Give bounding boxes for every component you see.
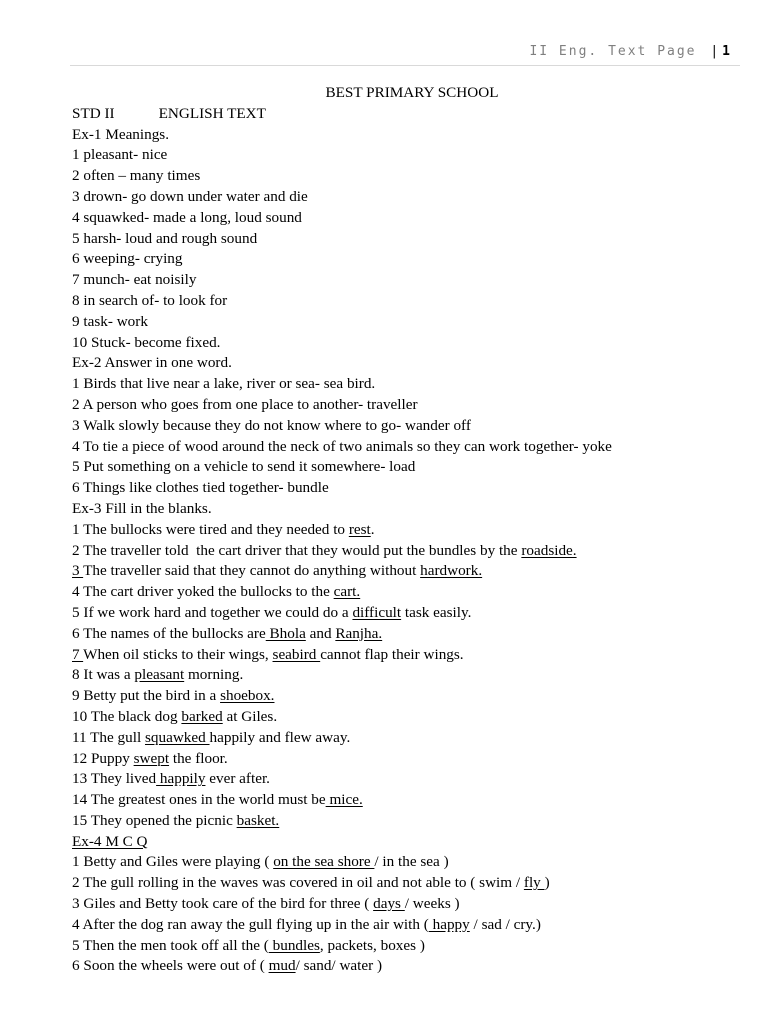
- text-run: 9 task- work: [72, 312, 148, 330]
- underlined-answer: squawked: [144, 728, 210, 746]
- subject-label: ENGLISH TEXT: [158, 104, 266, 122]
- text-run: 2 A person who goes from one place to another- traveller: [72, 395, 418, 413]
- text-line: [72, 395, 752, 416]
- underlined-answer: cart.: [333, 583, 361, 601]
- text-line: [72, 416, 752, 437]
- underlined-answer: roadside.: [521, 541, 577, 559]
- text-line: [72, 561, 752, 582]
- underlined-answer: bundles: [268, 936, 320, 954]
- text-run: happily and flew away.: [209, 728, 351, 746]
- underlined-answer: pleasant: [134, 666, 185, 684]
- exercise-lines: [72, 125, 752, 978]
- text-run: 7 munch- eat noisily: [72, 271, 197, 289]
- text-line: [72, 541, 752, 562]
- underlined-answer: Ex-4 M C Q: [72, 832, 148, 850]
- text-line: [72, 208, 752, 229]
- text-line: [72, 915, 752, 936]
- text-run: 15 They opened the picnic: [72, 811, 237, 829]
- page-number: 1: [722, 44, 732, 59]
- text-run: / sad / cry.): [469, 915, 541, 933]
- text-line: [72, 270, 752, 291]
- text-run: 5 Then the men took off all the (: [72, 936, 269, 954]
- text-run: Ex-2 Answer in one word.: [72, 354, 232, 372]
- text-run: cannot flap their wings.: [320, 645, 464, 663]
- underlined-answer: hardwork.: [420, 562, 483, 580]
- text-line: [72, 457, 752, 478]
- underlined-answer: happily: [156, 770, 206, 788]
- text-run: Ex-1 Meanings.: [72, 125, 170, 143]
- text-run: ever after.: [205, 770, 270, 788]
- text-run: 3 Walk slowly because they do not know where to go- wander off: [72, 416, 471, 434]
- text-run: 3 Giles and Betty took care of the bird for three (: [72, 895, 374, 913]
- text-line: [72, 374, 752, 395]
- text-line: [72, 437, 752, 458]
- text-line: [72, 790, 752, 811]
- text-run: Ex-3 Fill in the blanks.: [72, 499, 212, 517]
- text-run: 3 drown- go down under water and die: [72, 187, 308, 205]
- text-run: 2 The gull rolling in the waves was covered in oil and not able to ( swim /: [72, 874, 524, 892]
- text-line: [72, 603, 752, 624]
- text-run: .: [370, 520, 375, 538]
- text-run: 13 They lived: [72, 770, 157, 788]
- text-run: and: [305, 624, 336, 642]
- text-run: at Giles.: [222, 707, 278, 725]
- text-line: [72, 353, 752, 374]
- underlined-answer: rest: [348, 520, 371, 538]
- text-line: [72, 333, 752, 354]
- text-line: [72, 707, 752, 728]
- text-line: [72, 249, 752, 270]
- text-run: / sand/ water ): [295, 957, 383, 975]
- text-run: ): [544, 874, 550, 892]
- text-run: , packets, boxes ): [319, 936, 425, 954]
- text-run: 2 often – many times: [72, 167, 201, 185]
- text-run: When oil sticks to their wings,: [83, 645, 273, 663]
- text-line: [72, 145, 752, 166]
- text-line: [72, 582, 752, 603]
- text-run: 6 weeping- crying: [72, 250, 183, 268]
- text-line: [72, 229, 752, 250]
- text-line: [72, 811, 752, 832]
- text-run: 11 The gull: [72, 728, 145, 746]
- underlined-answer: Ranjha.: [335, 624, 383, 642]
- class-subject-line: [72, 104, 752, 125]
- text-run: 8 in search of- to look for: [72, 291, 228, 309]
- text-line: [72, 852, 752, 873]
- text-run: 4 The cart driver yoked the bullocks to the: [72, 583, 334, 601]
- text-run: 1 Betty and Giles were playing (: [72, 853, 274, 871]
- text-line: [72, 894, 752, 915]
- text-line: [72, 499, 752, 520]
- text-run: 4 After the dog ran away the gull flying up in the air with (: [72, 915, 429, 933]
- text-run: 5 harsh- loud and rough sound: [72, 229, 258, 247]
- underlined-answer: mice.: [325, 791, 363, 809]
- text-run: 6 Soon the wheels were out of (: [72, 957, 269, 975]
- text-line: [72, 686, 752, 707]
- underlined-answer: on the sea shore: [273, 853, 375, 871]
- underlined-answer: seabird: [272, 645, 321, 663]
- text-run: task easily.: [401, 603, 472, 621]
- underlined-answer: barked: [181, 707, 223, 725]
- text-line: [72, 478, 752, 499]
- underlined-answer: shoebox.: [220, 687, 275, 705]
- text-line: [72, 624, 752, 645]
- text-run: 4 To tie a piece of wood around the neck of two animals so they can work together- yoke: [72, 437, 612, 455]
- underlined-answer: basket.: [236, 811, 280, 829]
- text-run: 5 Put something on a vehicle to send it somewhere- load: [72, 458, 416, 476]
- text-run: / weeks ): [404, 895, 460, 913]
- header-separator: |: [710, 44, 721, 59]
- text-run: 9 Betty put the bird in a: [72, 687, 221, 705]
- text-run: the floor.: [169, 749, 228, 767]
- text-line: [72, 749, 752, 770]
- text-run: 6 The names of the bullocks are: [72, 624, 266, 642]
- text-line: [72, 187, 752, 208]
- text-run: morning.: [184, 666, 244, 684]
- text-line: [72, 166, 752, 187]
- underlined-answer: difficult: [352, 603, 402, 621]
- text-run: 8 It was a: [72, 666, 135, 684]
- text-run: 4 squawked- made a long, loud sound: [72, 208, 302, 226]
- text-run: 5 If we work hard and together we could do a: [72, 603, 353, 621]
- text-run: 10 Stuck- become fixed.: [72, 333, 221, 351]
- text-line: [72, 125, 752, 146]
- underlined-answer: mud: [268, 957, 296, 975]
- header-rule: [70, 65, 740, 66]
- document-body: [72, 83, 752, 977]
- text-run: 10 The black dog: [72, 707, 182, 725]
- text-line: [72, 665, 752, 686]
- underlined-answer: Bhola: [265, 624, 306, 642]
- text-run: 12 Puppy: [72, 749, 134, 767]
- underlined-answer: swept: [133, 749, 170, 767]
- underlined-answer: 7: [72, 645, 84, 663]
- text-run: 2 The traveller told the cart driver that they would put the bundles by the: [72, 541, 522, 559]
- text-line: [72, 936, 752, 957]
- text-line: [72, 873, 752, 894]
- underlined-answer: days: [373, 895, 405, 913]
- text-run: 1 pleasant- nice: [72, 146, 168, 164]
- page-header: [529, 44, 732, 59]
- text-run: The traveller said that they cannot do anything without: [83, 562, 421, 580]
- text-run: 1 The bullocks were tired and they needed to: [72, 520, 349, 538]
- underlined-answer: happy: [428, 915, 470, 933]
- text-line: [72, 291, 752, 312]
- text-run: / in the sea ): [374, 853, 449, 871]
- std-label: STD II: [72, 104, 115, 122]
- document-title: BEST PRIMARY SCHOOL: [325, 84, 499, 101]
- text-line: [72, 832, 752, 853]
- underlined-answer: 3: [72, 562, 84, 580]
- text-line: [72, 312, 752, 333]
- text-run: 6 Things like clothes tied together- bundle: [72, 479, 329, 497]
- text-line: [72, 728, 752, 749]
- running-header-text: II Eng. Text Page: [529, 44, 697, 59]
- text-line: [72, 956, 752, 977]
- text-line: [72, 520, 752, 541]
- text-run: 1 Birds that live near a lake, river or sea- sea bird.: [72, 375, 376, 393]
- text-run: 14 The greatest ones in the world must be: [72, 791, 326, 809]
- text-line: [72, 769, 752, 790]
- underlined-answer: fly: [523, 874, 545, 892]
- text-line: [72, 645, 752, 666]
